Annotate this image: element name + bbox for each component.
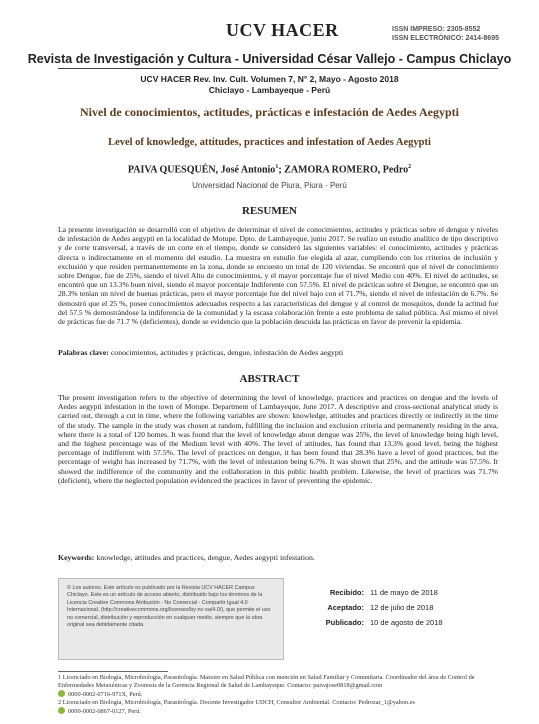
orcid-icon[interactable] <box>58 707 65 714</box>
author-list <box>0 164 539 175</box>
resumen-heading: RESUMEN <box>241 205 297 217</box>
publication-dates <box>318 588 443 633</box>
article-title-english: Level of knowledge, attitudes, practices and infestation of Aedes Aegypti <box>108 137 431 148</box>
orcid-line-2 <box>58 707 498 716</box>
issn-electronic: ISSN ELECTRÓNICO: 2414-8695 <box>392 35 499 42</box>
accepted-row <box>318 603 443 618</box>
footnotes <box>58 674 498 716</box>
received-date: 11 de mayo de 2018 <box>370 588 438 597</box>
received-label: Recibido: <box>329 588 364 597</box>
author-1-footnote-ref[interactable]: 1 <box>275 164 279 170</box>
author-2-footnote-ref[interactable]: 2 <box>408 164 412 170</box>
published-label: Publicado: <box>325 618 364 627</box>
orcid-line-1 <box>58 690 498 699</box>
keywords-label: Keywords: <box>58 553 95 562</box>
journal-name: UCV HACER <box>226 20 339 40</box>
journal-subtitle: Revista de Investigación y Cultura - Universidad César Vallejo - Campus Chiclayo <box>27 52 512 66</box>
issn-block <box>392 25 499 43</box>
article-title-spanish: Nivel de conocimientos, actitudes, prácticas e infestación de Aedes Aegypti <box>80 105 459 119</box>
author-2: ; ZAMORA ROMERO, Pedro <box>278 164 409 176</box>
issn-print: ISSN IMPRESO: 2305-8552 <box>392 26 481 33</box>
palabras-clave-values: conocimientos, actitudes y prácticas, dengue, infestación de Aedes aegypti <box>108 348 344 357</box>
volume-line: UCV HACER Rev. Inv. Cult. Volumen 7, N° 2, Mayo - Agosto 2018 <box>140 74 399 84</box>
footnote-2: 2 Licenciado en Biología, Microbiología, Parasitología. Docente Investigador UDCH, Consultor Ambiental. Contacto: Pedrozar_1@yahoo.es <box>58 699 415 706</box>
volume-info <box>0 74 539 96</box>
license-text: © Los autores. Este artículo es publicado por la Revista UCV HACER Campus Chiclayo. Este es un artículo de acceso abierto, distribuido bajo los términos de la Licencia Creative Commons Atribución - No Comercial - Compartir Igual 4.0 Internacional. (http://creativecommons.org/licenses/by-nc-sa/4.0/), que permite el uso no comercial, distribución y reproducción en cualquier medio, siempre que la obra original sea debidamente citada. <box>67 585 271 629</box>
palabras-clave-label: Palabras clave: <box>58 348 109 357</box>
received-row <box>318 588 443 603</box>
footnote-divider <box>58 671 168 672</box>
orcid-icon[interactable] <box>58 690 65 697</box>
header-divider <box>58 68 498 69</box>
author-1: PAIVA QUESQUÉN, José Antonio <box>127 164 276 176</box>
orcid-id-1[interactable]: 0000-0002-0716-971X, Perú. <box>68 691 143 698</box>
keywords <box>58 553 498 562</box>
published-row <box>318 618 443 633</box>
keywords-values: knowledge, attitudes and practices, dengue, Aedes aegypti infestation. <box>94 553 315 562</box>
accepted-date: 12 de julio de 2018 <box>370 603 434 612</box>
orcid-id-2[interactable]: 0000-0002-0867-0127, Perú. <box>68 708 141 715</box>
affiliation: Universidad Nacional de Piura, Piura - Perú <box>192 181 347 190</box>
footnote-1: 1 Licenciado en Biología, Microbiología, Parasitología. Maestro en Salud Pública con mención en Salud Familiar y Comunitaria. Coordinador del área de Control de Enfermedades Metaxénicas y Zoonosis de la Gerencia Regional de Salud de Lambayeque. Contacto: paivajose0818@gmail.com <box>58 674 475 689</box>
abstract-text: The present investigation refers to the objective of determining the level of knowledge, practices and practices on dengue and the levels of Aedes aegypti infestation in the town of Motupe. Department of Lambayeque, June 2017. A descriptive and cross-sectional analytical study is carried out, through a cut in time, where the following variables are shown: knowledge, attitudes and practices directly or indirectly in the time of the study. The sample in the study was chosen at random, fulfilling the inclusion and exclusion criteria and permanently residing in the area, where there is a total of 120 homes. It was found that the level of knowledge about dengue was 25%, the level of knowledge being high level, and the highest percentage was of the Medium level with 40%. The level of attitudes, has found that 13.3% good level, being the highest percentage of indifferent with 57.5%. The level of practices on dengue, it has been found that 28.3% have a level of good practices, but the percentage of weight has increased by 71.7%, with the level of infestation being 6.7%. It was shown that 25%, and the attitude was 57.5%. It showed the indifference of the community and the collaboration in this public health problem. Likewise, the level of practices was 71.7% (deficient), where the neglected population evidenced the practices in favor of preventing the epidemic. <box>58 393 498 485</box>
abstract-heading: ABSTRACT <box>239 373 300 385</box>
accepted-label: Aceptado: <box>327 603 364 612</box>
resumen-text: La presente investigación se desarrolló con el objetivo de determinar el nivel de conocimientos, actitudes y prácticas sobre el dengue y niveles de infestación de Aedes aegypti en la localidad de Motupe. Dpto. de Lambayeque, junio 2017. Se realizo un estudio analítico de tipo descriptivo y de corte transversal, a través de un corte en el tiempo, donde se consideró las siguientes variables: el conocimiento, actitudes y prácticas directa o indirectamente en el momento del estudio. La muestra en estudio fue elegida al azar, cumpliendo con los criterios de inclusión y exclusión y que residen permanentemente en la zona, donde se encuesto un total de 120 viviendas. Se encontró que el nivel de conocimiento sobre Dengue, fue de 25%, siendo el nivel Alto de conocimientos, y el mayor porcentaje fue el nivel Medio con 40%. El nivel de actitudes, se encontró que un 13.3% buen nivel, siendo el mayor porcentaje Indiferente con 57.5%. El nivel de prácticas sobre el Dengue, se encontró que un 28.3% tenían un nivel de buenas prácticas, pero el mayor porcentaje fue del nivel bajo con el 71.7%, siendo el nivel de infestación de 6.7%. Se demostró que el 25 %, posee conocimientos adecuados respecto a las características del dengue y al control de mosquitos, donde la actitud fue del 57.5 % demostrándose la indiferencia de la comunidad y la escasa colaboración frente a este problema de salud pública. Así mismo el nivel de prácticas fue de 71.7 % (deficientes), donde se evidencio que la población descuida las prácticas en favor de prevenir la epidemia. <box>58 225 498 327</box>
location-line: Chiclayo - Lambayeque - Perú <box>208 85 331 95</box>
published-date: 10 de agosto de 2018 <box>370 618 443 627</box>
license-box <box>58 578 284 660</box>
palabras-clave <box>58 348 498 357</box>
